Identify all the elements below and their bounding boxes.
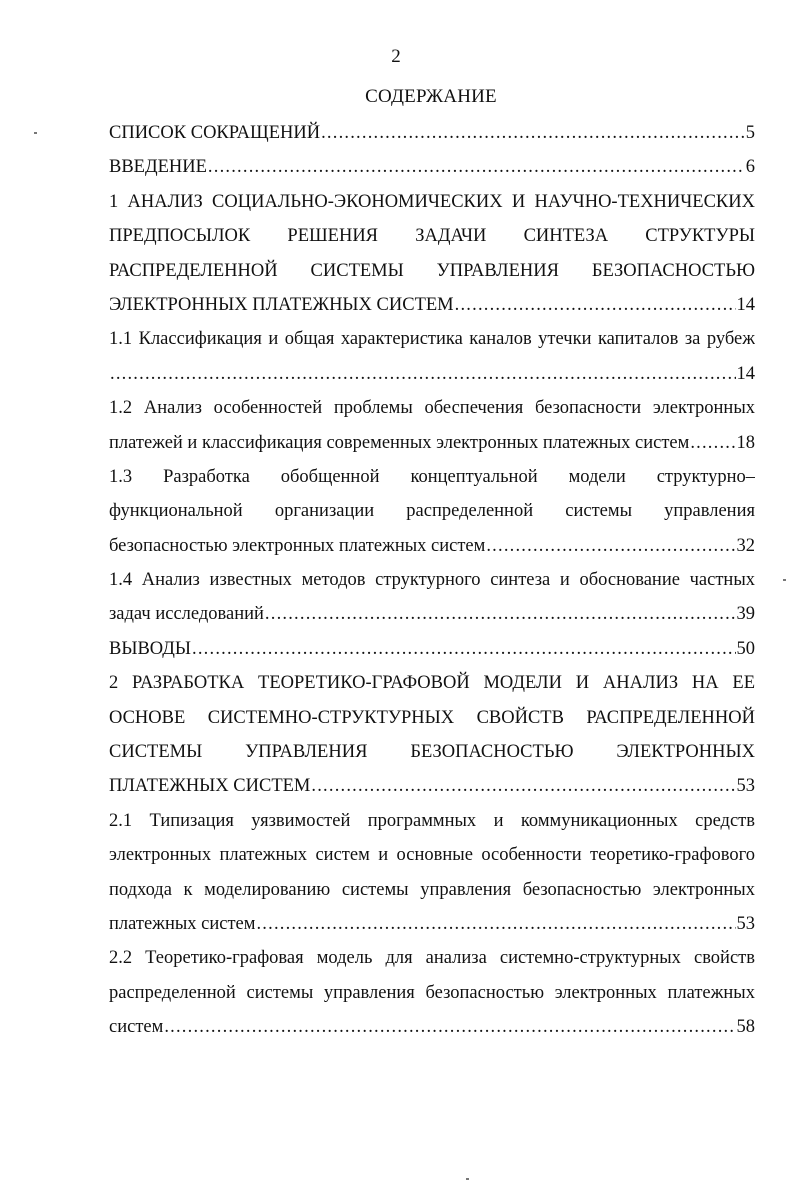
dot-leader [110,357,736,391]
toc-entry[interactable] [109,322,755,391]
toc-entry-line: подхода к моделированию системы управления безопасностью электронных [109,879,755,900]
toc-entry-page: 58 [736,1017,755,1038]
toc-entry[interactable] [109,632,755,666]
dot-leader [265,597,736,631]
toc-entry[interactable] [109,391,755,460]
dot-leader [321,116,745,150]
toc-entry-page: 53 [736,776,755,797]
toc-entry-line: 1 АНАЛИЗ СОЦИАЛЬНО-ЭКОНОМИЧЕСКИХ И НАУЧНО-ТЕХНИЧЕСКИХ [109,191,755,212]
dot-leader [164,1010,735,1044]
toc-entry[interactable] [109,666,755,804]
dot-leader [690,426,735,460]
toc-entry-leader-line [109,426,755,460]
toc-entry-page: 18 [736,432,755,453]
toc-entry-leader-line [109,150,755,184]
toc-entry-title: задач исследований [109,604,264,625]
toc-entry[interactable] [109,563,755,632]
toc-entry-title: СПИСОК СОКРАЩЕНИЙ [109,123,321,143]
toc-entry-title: систем [109,1017,164,1038]
toc-entry[interactable] [109,941,755,1044]
table-of-contents [109,116,755,1045]
toc-entry-line: электронных платежных систем и основные особенности теоретико-графового [109,845,755,866]
dot-leader [486,529,735,563]
toc-entry-line: 2.2 Теоретико-графовая модель для анализа системно-структурных свойств [109,948,755,969]
toc-entry-line: 2 РАЗРАБОТКА ТЕОРЕТИКО-ГРАФОВОЙ МОДЕЛИ И АНАЛИЗ НА ЕЕ [109,673,755,694]
dot-leader [311,769,735,803]
toc-entry-line: 1.1 Классификация и общая характеристика каналов утечки капиталов за рубеж [109,329,755,350]
toc-entry-line: СИСТЕМЫ УПРАВЛЕНИЯ БЕЗОПАСНОСТЬЮ ЭЛЕКТРОННЫХ [109,742,755,763]
toc-entry-leader-line [109,1010,755,1044]
toc-entry-page: 5 [745,123,755,143]
toc-entry-line: ОСНОВЕ СИСТЕМНО-СТРУКТУРНЫХ СВОЙСТВ РАСПРЕДЕЛЕННОЙ [109,707,755,728]
dot-leader [208,150,745,184]
toc-entry-leader-line [109,529,755,563]
toc-entry-title: ПЛАТЕЖНЫХ СИСТЕМ [109,776,311,797]
toc-entry[interactable] [109,150,755,184]
dot-leader [192,632,735,666]
toc-entry-leader-line [109,116,755,150]
toc-entry[interactable] [109,116,755,150]
toc-entry-leader-line [109,288,755,322]
toc-entry-page: 14 [736,363,755,384]
toc-entry-line: функциональной организации распределенной системы управления [109,501,755,522]
toc-entry-page: 6 [745,157,755,178]
toc-entry-leader-line [109,907,755,941]
dot-leader [256,907,735,941]
dot-leader [455,288,736,322]
toc-entry-line: ПРЕДПОСЫЛОК РЕШЕНИЯ ЗАДАЧИ СИНТЕЗА СТРУКТУРЫ [109,226,755,247]
toc-entry-title: платежных систем [109,913,256,934]
toc-entry[interactable] [109,185,755,323]
toc-entry-page: 53 [736,913,755,934]
toc-entry-line: РАСПРЕДЕЛЕННОЙ СИСТЕМЫ УПРАВЛЕНИЯ БЕЗОПАСНОСТЬЮ [109,260,755,281]
page-number: 2 [391,46,401,67]
scan-speck [466,1178,469,1180]
toc-entry-page: 32 [736,535,755,556]
toc-entry[interactable] [109,460,755,563]
toc-entry-leader-line [109,769,755,803]
toc-entry-line: распределенной системы управления безопасностью электронных платежных [109,982,755,1003]
toc-entry-line: 1.2 Анализ особенностей проблемы обеспечения безопасности электронных [109,398,755,419]
toc-entry-title: платежей и классификация современных электронных платежных систем [109,432,690,453]
toc-entry-leader-line [109,632,755,666]
toc-entry-title: безопасностью электронных платежных систем [109,535,486,556]
toc-entry[interactable] [109,804,755,942]
toc-entry-page: 39 [736,604,755,625]
toc-entry-line: 2.1 Типизация уязвимостей программных и коммуникационных средств [109,810,755,831]
toc-title: СОДЕРЖАНИЕ [365,86,497,107]
toc-entry-leader-line [109,597,755,631]
toc-entry-leader-line [109,357,755,391]
scan-speck [783,579,786,581]
toc-entry-line: 1.4 Анализ известных методов структурного синтеза и обоснование частных [109,570,755,591]
toc-entry-page: 14 [736,294,755,315]
toc-entry-title: ЭЛЕКТРОННЫХ ПЛАТЕЖНЫХ СИСТЕМ [109,294,454,315]
toc-entry-title: ВЫВОДЫ [109,638,192,659]
toc-entry-line: 1.3 Разработка обобщенной концептуальной модели структурно– [109,466,755,487]
toc-entry-title: ВВЕДЕНИЕ [109,157,207,178]
scan-speck [34,132,37,134]
toc-entry-page: 50 [736,638,755,659]
